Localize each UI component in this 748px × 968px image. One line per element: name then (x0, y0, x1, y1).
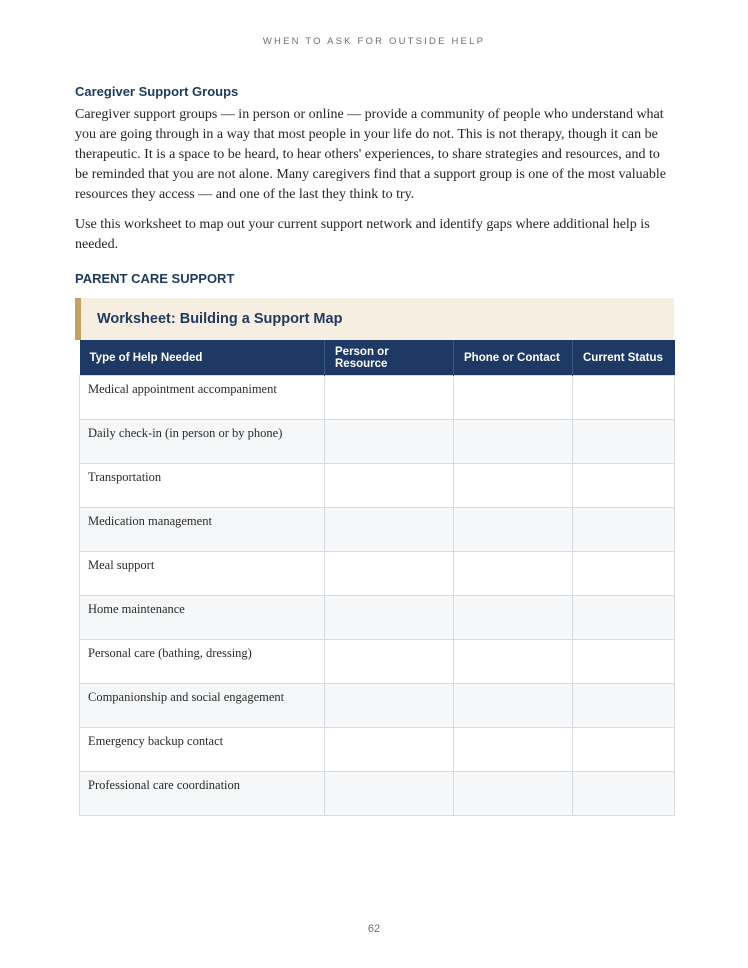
cell-phone-contact[interactable] (454, 552, 573, 596)
cell-current-status[interactable] (573, 596, 675, 640)
cell-person-resource[interactable] (325, 420, 454, 464)
section-label: PARENT CARE SUPPORT (75, 271, 235, 286)
table-header-row (80, 340, 675, 376)
cell-phone-contact[interactable] (454, 596, 573, 640)
cell-phone-contact[interactable] (454, 728, 573, 772)
cell-help-type: Medical appointment accompaniment (80, 376, 325, 420)
running-header: WHEN TO ASK FOR OUTSIDE HELP (262, 36, 486, 47)
worksheet-banner (75, 298, 674, 340)
cell-current-status[interactable] (573, 728, 675, 772)
cell-current-status[interactable] (573, 420, 675, 464)
cell-person-resource[interactable] (325, 640, 454, 684)
cell-help-type: Emergency backup contact (80, 728, 325, 772)
cell-help-type: Daily check-in (in person or by phone) (80, 420, 325, 464)
table-row (80, 464, 675, 508)
table-row (80, 640, 675, 684)
table-row (80, 376, 675, 420)
table-row (80, 508, 675, 552)
cell-phone-contact[interactable] (454, 684, 573, 728)
cell-person-resource[interactable] (325, 552, 454, 596)
table-row (80, 772, 675, 816)
column-header-contact: Phone or Contact (454, 340, 573, 376)
cell-phone-contact[interactable] (454, 376, 573, 420)
section-subhead: Caregiver Support Groups (75, 84, 239, 99)
column-header-help: Type of Help Needed (80, 340, 325, 376)
table-body (80, 376, 675, 816)
cell-current-status[interactable] (573, 772, 675, 816)
cell-current-status[interactable] (573, 640, 675, 684)
cell-person-resource[interactable] (325, 376, 454, 420)
cell-person-resource[interactable] (325, 684, 454, 728)
cell-person-resource[interactable] (325, 464, 454, 508)
support-map-table (79, 340, 675, 816)
cell-help-type: Personal care (bathing, dressing) (80, 640, 325, 684)
cell-current-status[interactable] (573, 552, 675, 596)
cell-current-status[interactable] (573, 684, 675, 728)
column-header-person: Person or Resource (325, 340, 454, 376)
cell-phone-contact[interactable] (454, 464, 573, 508)
table-row (80, 420, 675, 464)
cell-help-type: Transportation (80, 464, 325, 508)
table-row (80, 728, 675, 772)
cell-help-type: Meal support (80, 552, 325, 596)
cell-person-resource[interactable] (325, 596, 454, 640)
cell-help-type: Companionship and social engagement (80, 684, 325, 728)
table-row (80, 596, 675, 640)
body-paragraph-intro: Caregiver support groups — in person or online — provide a community of people who understand what you are going through in a way that most people in your life do not. This is not therapy, though it can be therapeutic. It is a space to be heard, to hear others' experiences, to share strategies and resources, and to be reminded that you are not alone. Many caregivers find that a support group is one of the most valuable resources they access — and one of the last they think to try. (75, 107, 666, 202)
cell-person-resource[interactable] (325, 728, 454, 772)
table-row (80, 552, 675, 596)
cell-current-status[interactable] (573, 508, 675, 552)
cell-person-resource[interactable] (325, 772, 454, 816)
cell-help-type: Professional care coordination (80, 772, 325, 816)
cell-help-type: Medication management (80, 508, 325, 552)
body-paragraph-instructions: Use this worksheet to map out your current support network and identify gaps where additional help is needed. (75, 217, 650, 252)
cell-phone-contact[interactable] (454, 640, 573, 684)
table-row (80, 684, 675, 728)
cell-phone-contact[interactable] (454, 508, 573, 552)
cell-person-resource[interactable] (325, 508, 454, 552)
page-number: 62 (367, 923, 381, 935)
column-header-status: Current Status (573, 340, 675, 376)
cell-current-status[interactable] (573, 376, 675, 420)
cell-current-status[interactable] (573, 464, 675, 508)
cell-help-type: Home maintenance (80, 596, 325, 640)
cell-phone-contact[interactable] (454, 772, 573, 816)
worksheet-title: Worksheet: Building a Support Map (97, 311, 343, 327)
page-content (75, 84, 674, 816)
cell-phone-contact[interactable] (454, 420, 573, 464)
